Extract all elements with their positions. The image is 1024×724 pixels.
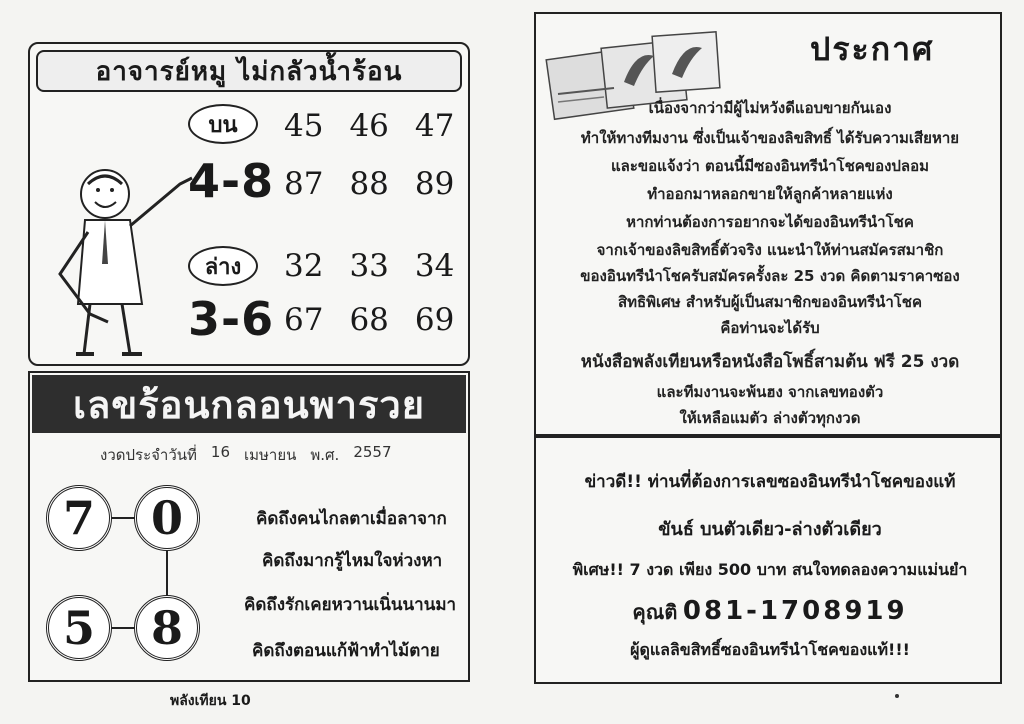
lucky-digit-circle xyxy=(46,485,112,551)
announcement-line: ทำออกมาหลอกขายให้ลูกค้าหลายแห่ง xyxy=(647,185,893,203)
lower-pair: 3-6 xyxy=(188,292,275,346)
lower-number: 68 xyxy=(349,302,389,338)
upper-number: 45 xyxy=(284,108,324,144)
poem-line: คิดถึงตอนแก้ฟ้าทำไม้ตาย xyxy=(252,641,440,661)
draw-day: 16 xyxy=(210,443,230,461)
lower-row-1 xyxy=(284,248,454,284)
lower-number: 33 xyxy=(349,248,389,284)
offer-subline: ขันธ์ บนตัวเดียว-ล่างตัวเดียว xyxy=(658,519,882,540)
era-label: พ.ศ. xyxy=(310,446,340,464)
upper-label-badge xyxy=(188,104,258,144)
announcement-closing: ให้เหลือแมตัว ล่างตัวทุกงวด xyxy=(679,409,861,427)
lower-label: ล่าง xyxy=(204,254,242,280)
offer-box xyxy=(534,436,1002,684)
upper-row-2 xyxy=(284,166,454,202)
lower-number: 67 xyxy=(284,302,324,338)
poem-line: คิดถึงมากรู้ไหมใจห่วงหา xyxy=(262,551,443,571)
lucky-digit: 5 xyxy=(62,601,95,655)
prediction-box-teacher-moo xyxy=(28,42,470,366)
hot-numbers-poem-box xyxy=(28,371,470,682)
announcement-line: และขอแจ้งว่า ตอนนี้มีซองอินทรีนำโชคของปลอม xyxy=(610,157,930,175)
upper-label: บน xyxy=(208,112,238,138)
announcement-box xyxy=(534,12,1002,436)
announcement-line: จากเจ้าของลิขสิทธิ์ตัวจริง แนะนำให้ท่านสมัครสมาชิก xyxy=(596,241,944,259)
lower-number: 69 xyxy=(414,302,455,338)
cartoon-man-icon xyxy=(50,154,210,364)
contact-name: คุณติ xyxy=(632,600,678,624)
upper-number: 47 xyxy=(414,108,455,144)
announcement-title: ประกาศ xyxy=(810,30,935,68)
announcement-closing: และทีมงานจะพ้นฮง จากเลขทองตัว xyxy=(656,383,884,401)
announcement-line: ทำให้ทางทีมงาน ซึ่งเป็นเจ้าของลิขสิทธิ์ ได้รับความเสียหาย xyxy=(580,129,960,147)
lucky-digit-circle xyxy=(134,485,200,551)
lower-label-badge xyxy=(188,246,258,286)
poem-line: คิดถึงรักเคยหวานเนิ่นนานมา xyxy=(244,595,457,615)
announcement-line: ของอินทรีนำโชครับสมัครครั้งละ 25 งวด คิดตามราคาซอง xyxy=(580,267,960,285)
lucky-digit-circle xyxy=(134,595,200,661)
draw-year: 2557 xyxy=(353,443,392,461)
contact-line xyxy=(536,596,1004,628)
lucky-digit: 8 xyxy=(150,601,183,655)
free-offer-line: หนังสือพลังเทียนหรือหนังสือโพธิ์สามต้น ฟรี 25 งวด xyxy=(580,352,960,372)
upper-row-1 xyxy=(284,108,454,144)
draw-month: เมษายน xyxy=(244,446,297,464)
copyright-line: ผู้ดูแลลิขสิทธิ์ซองอินทรีนำโชคของแท้!!! xyxy=(630,640,910,659)
teacher-moo-title: อาจารย์หมู ไม่กลัวน้ำร้อน xyxy=(36,50,462,92)
lucky-digit: 0 xyxy=(150,491,183,545)
announcement-line: เนื่องจากว่ามีผู้ไม่หวังดีแอบขายกันเอง xyxy=(648,99,892,117)
upper-number: 88 xyxy=(349,166,389,202)
announcement-line: หากท่านต้องการอยากจะได้ของอินทรีนำโชค xyxy=(626,213,914,231)
page-footer: พลังเทียน 10 xyxy=(170,693,251,709)
announcement-line: สิทธิพิเศษ สำหรับผู้เป็นสมาชิกของอินทรีนำโชค xyxy=(617,293,923,311)
lucky-digit-circle xyxy=(46,595,112,661)
hot-numbers-title: เลขร้อนกลอนพารวย xyxy=(32,375,466,433)
lower-row-2 xyxy=(284,302,454,338)
upper-number: 46 xyxy=(349,108,389,144)
upper-number: 87 xyxy=(284,166,324,202)
lucky-digit: 7 xyxy=(62,491,95,545)
lower-number: 32 xyxy=(284,248,324,284)
phone-number[interactable]: 081-1708919 xyxy=(682,596,908,626)
lower-number: 34 xyxy=(414,248,455,284)
print-speck xyxy=(895,694,899,698)
upper-number: 89 xyxy=(414,166,455,202)
announcement-line: คือท่านจะได้รับ xyxy=(720,319,820,337)
upper-pair: 4-8 xyxy=(188,154,275,208)
poem-line: คิดถึงคนไกลตาเมื่อลาจาก xyxy=(256,509,447,529)
draw-date-label: งวดประจำวันที่ xyxy=(100,446,197,464)
good-news-headline: ข่าวดี!! ท่านที่ต้องการเลขซองอินทรีนำโชคของแท้ xyxy=(584,472,956,492)
special-offer: พิเศษ!! 7 งวด เพียง 500 บาท สนใจทดลองความแม่นยำ xyxy=(572,560,968,579)
